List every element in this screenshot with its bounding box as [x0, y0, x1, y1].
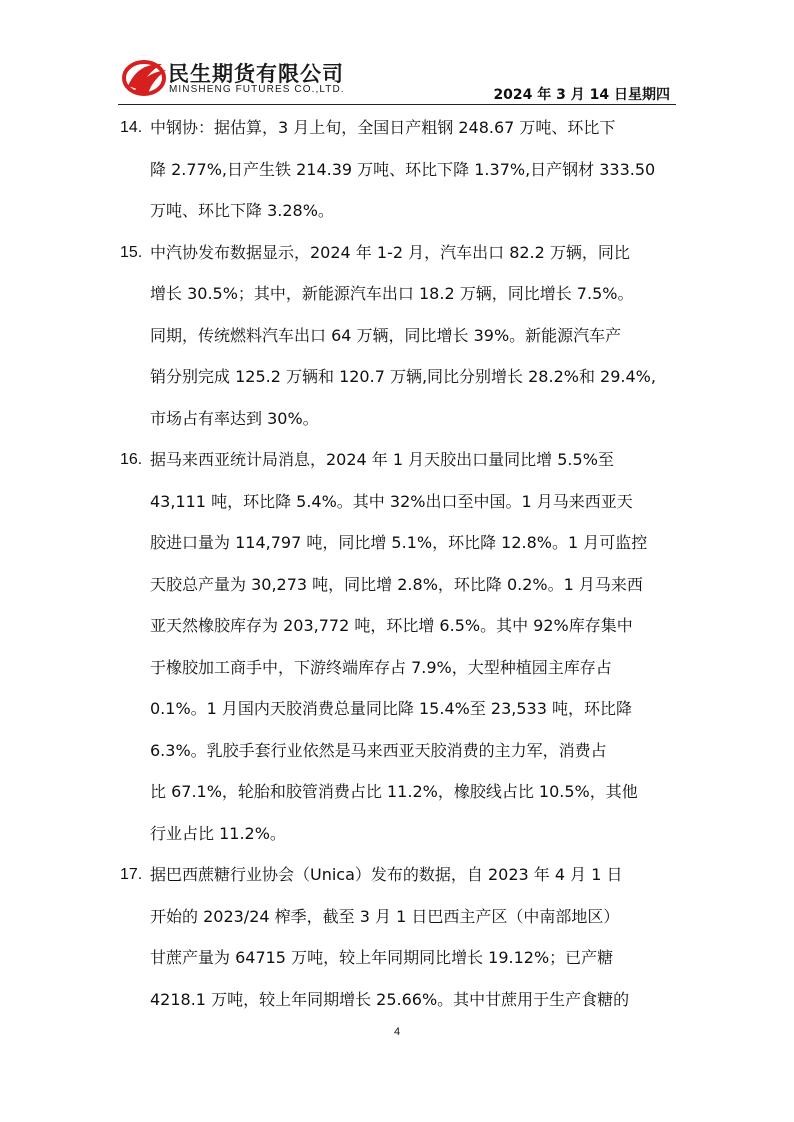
text-line: 43,111 吨，环比降 5.4%。其中 32%出口至中国。1 月马来西亚天 [150, 491, 633, 511]
news-item-17 [120, 854, 680, 1020]
item-number: 16. [120, 451, 143, 468]
page-number: 4 [393, 1026, 401, 1038]
report-date: 2024 年 3 月 14 日星期四 [493, 87, 670, 103]
news-item-15 [120, 232, 680, 440]
news-list [120, 107, 680, 1020]
text-line: 中汽协发布数据显示，2024 年 1-2 月，汽车出口 82.2 万辆，同比 [150, 242, 630, 262]
minsheng-logo-icon [122, 56, 168, 100]
news-item-16 [120, 439, 680, 854]
text-line: 市场占有率达到 30%。 [150, 408, 319, 428]
text-line: 0.1%。1 月国内天胶消费总量同比降 15.4%至 23,533 吨，环比降 [150, 699, 632, 718]
item-text [150, 854, 680, 1020]
text-line: 销分别完成 125.2 万辆和 120.7 万辆,同比分别增长 28.2%和 29.4%, [150, 367, 656, 386]
text-line: 亚天然橡胶库存为 203,772 吨，环比增 6.5%。其中 92%库存集中 [150, 616, 633, 635]
text-line: 行业占比 11.2%。 [150, 823, 286, 843]
text-line: 同期，传统燃料汽车出口 64 万辆，同比增长 39%。新能源汽车产 [150, 325, 622, 345]
text-line: 据巴西蔗糖行业协会（Unica）发布的数据，自 2023 年 4 月 1 日 [150, 865, 623, 884]
text-line: 天胶总产量为 30,273 吨，同比增 2.8%，环比降 0.2%。1 月马来西 [150, 574, 643, 594]
company-name-en: MINSHENG FUTURES CO.,LTD. [169, 84, 345, 95]
header-divider [118, 104, 676, 105]
text-line: 4218.1 万吨，较上年同期增长 25.66%。其中甘蔗用于生产食糖的 [150, 989, 630, 1009]
text-line: 比 67.1%，轮胎和胶管消费占比 11.2%，橡胶线占比 10.5%，其他 [150, 782, 638, 801]
text-line: 6.3%。乳胶手套行业依然是马来西亚天胶消费的主力军，消费占 [150, 740, 607, 760]
text-line: 于橡胶加工商手中，下游终端库存占 7.9%，大型种植园主库存占 [150, 657, 612, 677]
page-header [0, 0, 794, 112]
text-line: 中钢协：据估算，3 月上旬，全国日产粗钢 248.67 万吨、环比下 [150, 118, 616, 137]
item-text [150, 439, 680, 854]
text-line: 甘蔗产量为 64715 万吨，较上年同期同比增长 19.12%；已产糖 [150, 948, 614, 967]
item-text [150, 107, 680, 232]
text-line: 降 2.77%,日产生铁 214.39 万吨、环比下降 1.37%,日产钢材 333.50 [150, 159, 656, 179]
text-line: 胶进口量为 114,797 吨，同比增 5.1%，环比降 12.8%。1 月可监控 [150, 533, 648, 552]
item-number: 15. [120, 243, 143, 261]
item-text [150, 232, 680, 440]
company-name-cn: 民生期货有限公司 [168, 62, 344, 86]
text-line: 开始的 2023/24 榨季，截至 3 月 1 日巴西主产区（中南部地区） [150, 906, 620, 926]
text-line: 万吨、环比下降 3.28%。 [150, 201, 334, 220]
news-item-14 [120, 107, 680, 232]
item-number: 17. [120, 866, 143, 883]
company-logo [122, 56, 362, 100]
text-line: 据马来西亚统计局消息，2024 年 1 月天胶出口量同比增 5.5%至 [150, 450, 614, 469]
item-number: 14. [120, 119, 143, 136]
text-line: 增长 30.5%；其中，新能源汽车出口 18.2 万辆，同比增长 7.5%。 [150, 284, 634, 303]
